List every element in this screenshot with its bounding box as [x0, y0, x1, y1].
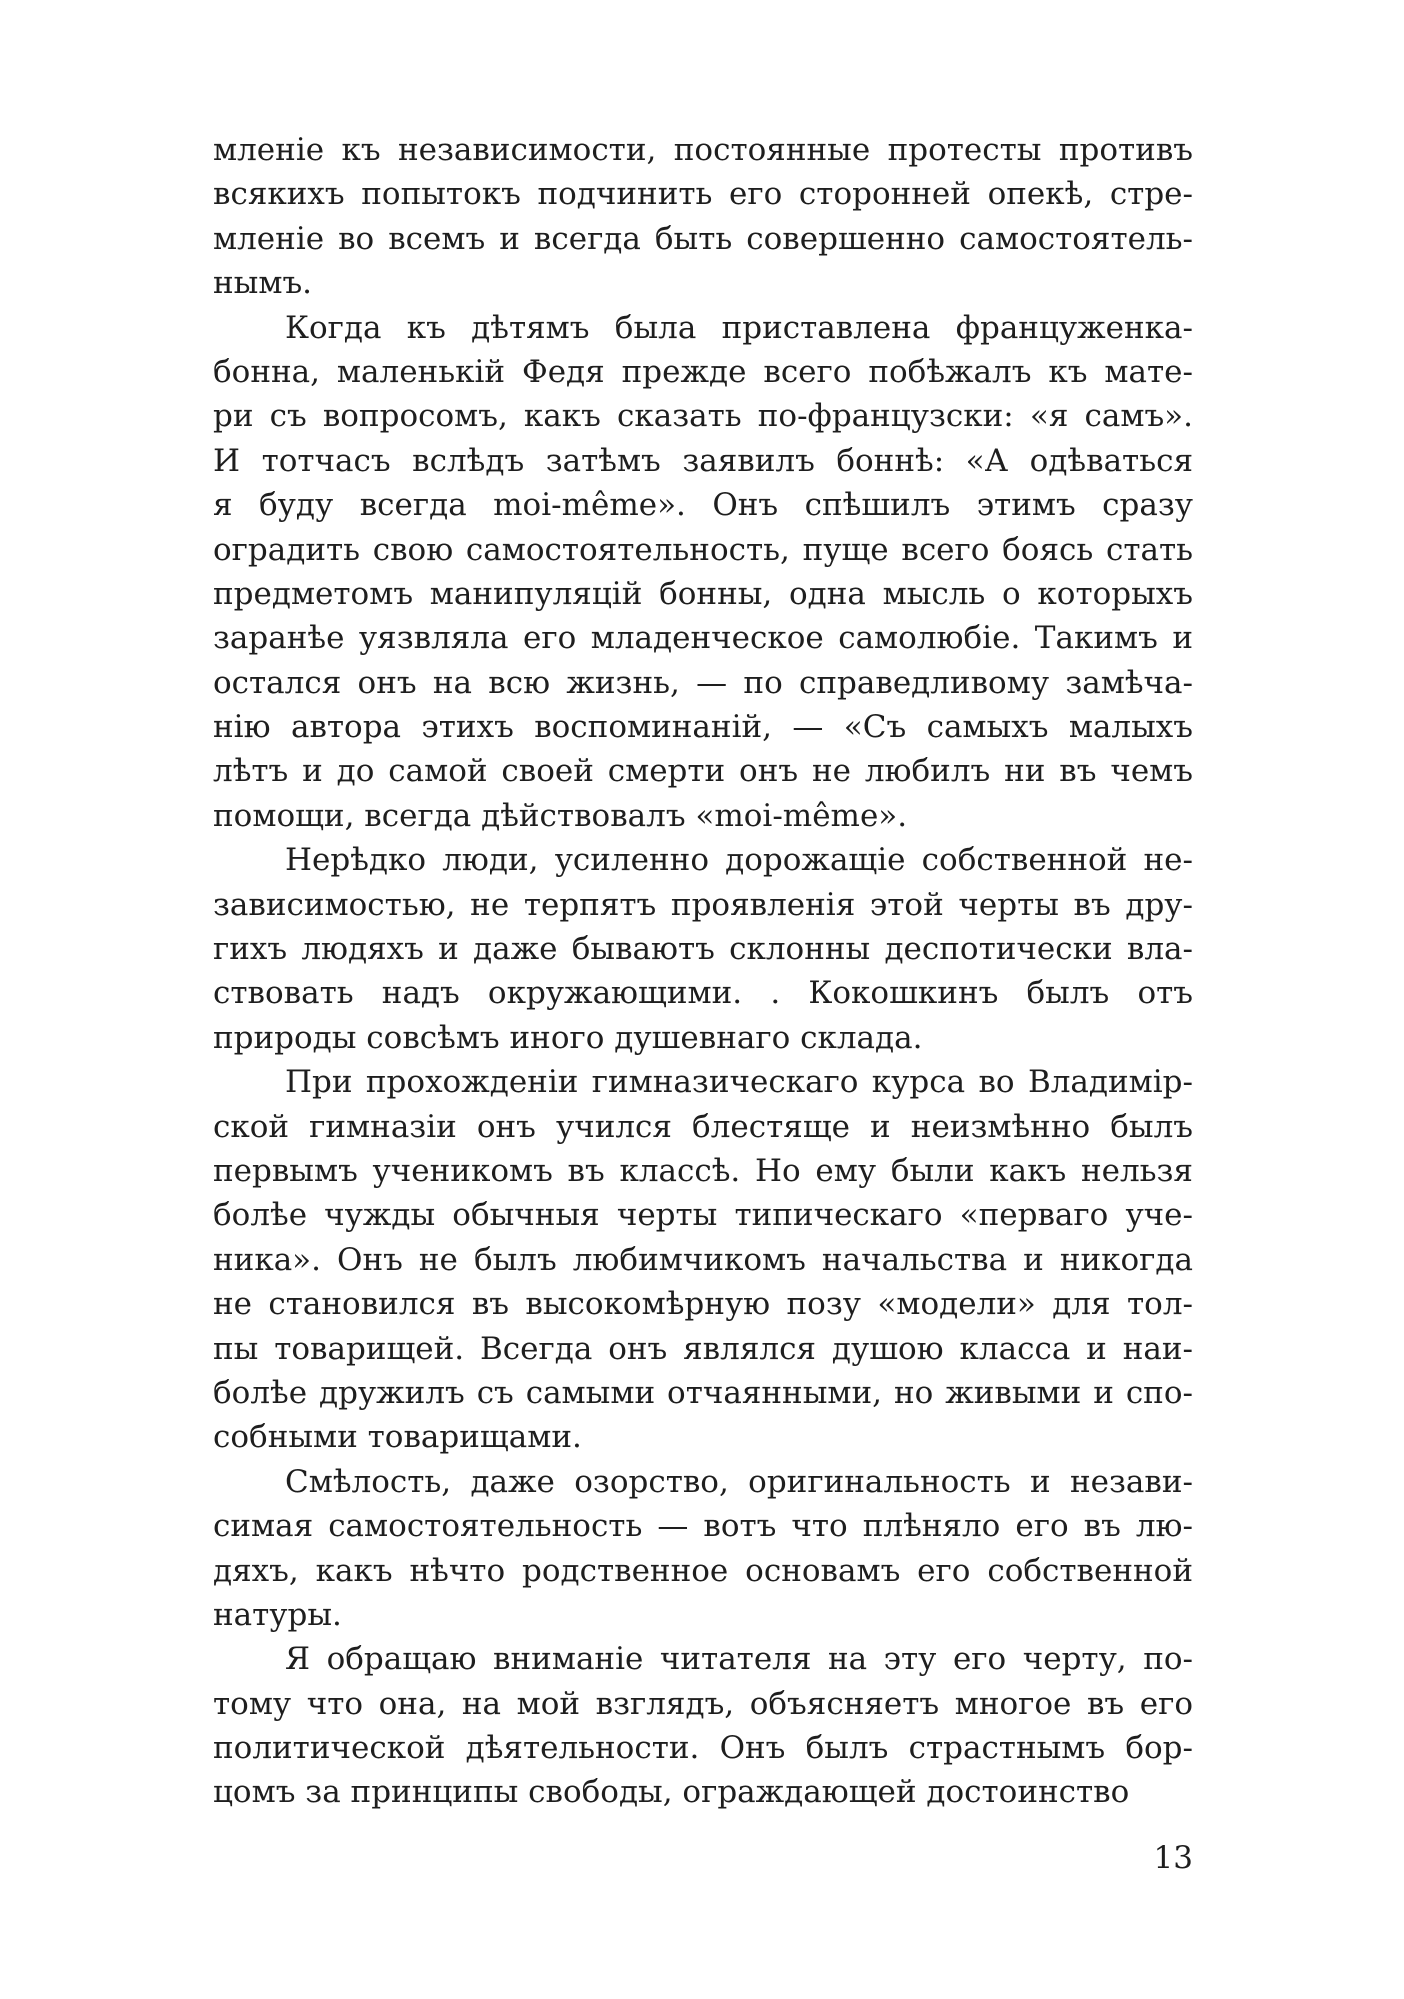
text-line: мленіе во всемъ и всегда быть совершенно самостоятель-	[213, 220, 1193, 257]
text-line: натуры.	[213, 1596, 342, 1633]
text-line: бонна, маленькій Федя прежде всего побѣжалъ къ мате-	[213, 353, 1193, 390]
text-line: цомъ за принципы свободы, ограждающей достоинство	[213, 1774, 1130, 1811]
paragraph-p3	[213, 838, 1193, 1060]
text-line: предметомъ манипуляцій бонны, одна мысль о которыхъ	[213, 575, 1193, 612]
text-line: всякихъ попытокъ подчинить его сторонней опекѣ, стре-	[213, 176, 1193, 213]
text-line: болѣе чужды обычныя черты типическаго «перваго уче-	[213, 1197, 1193, 1234]
text-line: зависимостью, не терпятъ проявленія этой черты въ дру-	[213, 886, 1193, 923]
text-line: тому что она, на мой взглядъ, объясняетъ многое въ его	[213, 1685, 1193, 1722]
text-line: мленіе къ независимости, постоянные протесты противъ	[213, 132, 1193, 168]
text-line: политической дѣятельности. Онъ былъ страстнымъ бор-	[213, 1730, 1193, 1767]
text-line: нымъ.	[213, 265, 313, 302]
body-text	[213, 128, 1193, 1815]
text-line: гихъ людяхъ и даже бываютъ склонны деспотически вла-	[213, 931, 1193, 968]
paragraph-p2	[213, 306, 1193, 839]
text-line: заранѣе уязвляла его младенческое самолюбіе. Такимъ и	[213, 620, 1193, 657]
paragraph-p4	[213, 1060, 1193, 1460]
text-line: ской гимназіи онъ учился блестяще и неизмѣнно былъ	[213, 1108, 1193, 1145]
text-line: дяхъ, какъ нѣчто родственное основамъ его собственной	[213, 1552, 1193, 1589]
text-line: оградить свою самостоятельность, пуще всего боясь стать	[213, 531, 1193, 568]
text-line: пы товарищей. Всегда онъ являлся душою класса и наи-	[213, 1330, 1193, 1367]
text-line: лѣтъ и до самой своей смерти онъ не любилъ ни въ чемъ	[213, 753, 1193, 790]
text-line: остался онъ на всю жизнь, — по справедливому замѣча-	[213, 664, 1193, 701]
text-line: симая самостоятельность — вотъ что плѣняло его въ лю-	[213, 1508, 1193, 1545]
text-line: я буду всегда moi-même». Онъ спѣшилъ этимъ сразу	[213, 487, 1193, 524]
text-line: помощи, всегда дѣйствовалъ «moi-même».	[213, 797, 908, 834]
text-line: Я обращаю вниманіе читателя на эту его черту, по-	[285, 1641, 1193, 1678]
text-line: ри съ вопросомъ, какъ сказать по-французски: «я самъ».	[213, 398, 1193, 435]
text-line: нію автора этихъ воспоминаній, — «Съ самыхъ малыхъ	[213, 709, 1193, 746]
text-line: Нерѣдко люди, усиленно дорожащіе собственной не-	[285, 842, 1193, 879]
paragraph-p5	[213, 1460, 1193, 1638]
text-line: Смѣлость, даже озорство, оригинальность и незави-	[285, 1463, 1193, 1500]
text-line: не становился въ высокомѣрную позу «модели» для тол-	[213, 1286, 1193, 1323]
text-line: При прохожденіи гимназическаго курса во Владимір-	[285, 1064, 1193, 1101]
text-line: И тотчасъ вслѣдъ затѣмъ заявилъ боннѣ: «А одѣваться	[213, 442, 1193, 479]
text-line: Когда къ дѣтямъ была приставлена француженка-	[285, 309, 1193, 346]
paragraph-p1	[213, 128, 1193, 306]
text-line: болѣе дружилъ съ самыми отчаянными, но живыми и спо-	[213, 1374, 1193, 1411]
paragraph-p6	[213, 1637, 1193, 1815]
text-line: ника». Онъ не былъ любимчикомъ начальства и никогда	[213, 1241, 1193, 1278]
text-line: собными товарищами.	[213, 1419, 582, 1456]
text-line: ствовать надъ окружающими. . Кокошкинъ былъ отъ	[213, 975, 1193, 1012]
text-line: первымъ ученикомъ въ классѣ. Но ему были какъ нельзя	[213, 1152, 1193, 1189]
text-line: природы совсѣмъ иного душевнаго склада.	[213, 1019, 923, 1056]
page-number: 13	[1153, 1840, 1193, 1876]
